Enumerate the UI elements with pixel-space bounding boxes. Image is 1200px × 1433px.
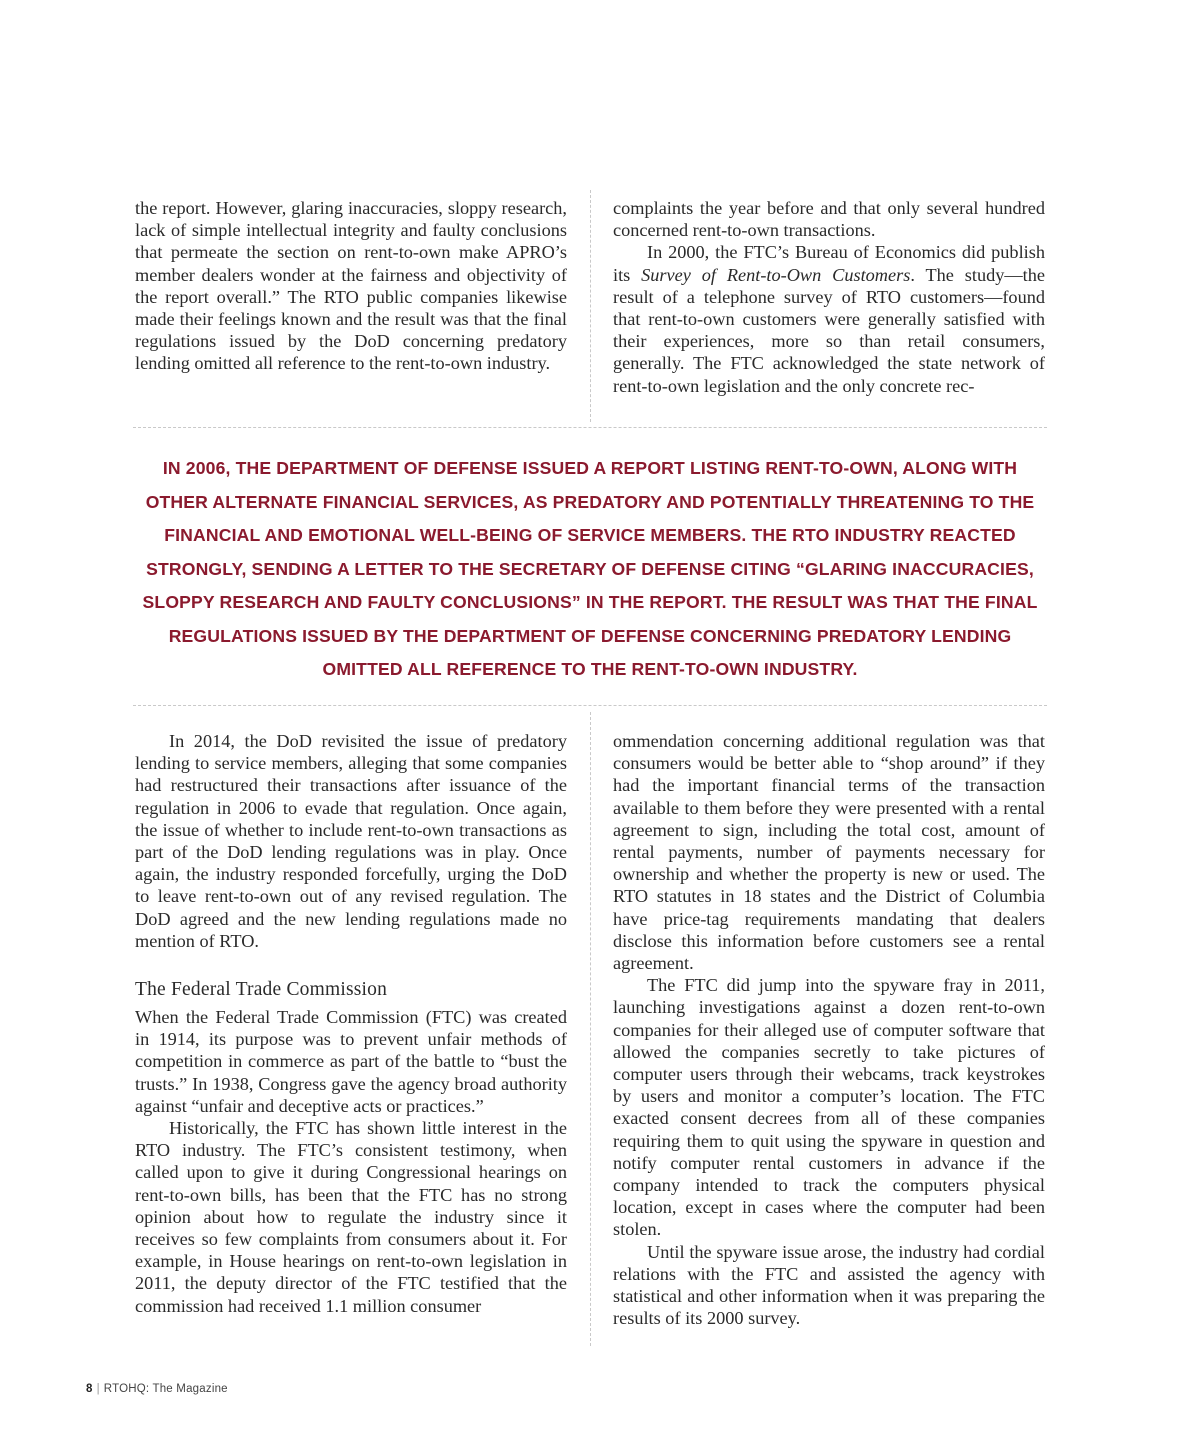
page-footer (86, 1383, 228, 1395)
footer-separator: | (96, 1383, 100, 1395)
survey-title: Survey of Rent-to-Own Customers (641, 264, 911, 285)
body-paragraph (613, 241, 1045, 396)
pull-quote: IN 2006, THE DEPARTMENT OF DEFENSE ISSUED A REPORT LISTING RENT-TO-OWN, ALONG WITH OTHER ALTERNATE FINANCIAL SERVICES, AS PREDATORY AND POTENTIALLY THREATENING TO THE FINANCIAL AND EMOTIONAL WELL-BEING OF SERVICE MEMBERS. THE RTO INDUSTRY REACTED STRONGLY, SENDING A LETTER TO THE SECRETARY OF DEFENSE CITING “GLARING INACCURACIES, SLOPPY RESEARCH AND FAULTY CONCLUSIONS” IN THE REPORT. THE RESULT WAS THAT THE FINAL REGULATIONS ISSUED BY THE DEPARTMENT OF DEFENSE CONCERNING PREDATORY LENDING OMITTED ALL REFERENCE TO THE RENT-TO-OWN INDUSTRY. (142, 458, 1038, 679)
body-paragraph: complaints the year before and that only several hundred concerned rent-to-own transactions. (613, 198, 1045, 241)
body-paragraph: In 2014, the DoD revisited the issue of predatory lending to service members, alleging that some companies had restructured their transactions after issuance of the regulation in 2006 to evade that regulation. Once again, the issue of whether to include rent-to-own transactions as part of the DoD lending regulations was in play. Once again, the industry responded forcefully, urging the DoD to leave rent-to-own out of any revised regulation. The DoD agreed and the new lending regulations made no mention of RTO. (135, 731, 567, 951)
top-right-column (613, 197, 1045, 397)
section-heading: The Federal Trade Commission (135, 979, 388, 1001)
pull-quote-rule-bottom (133, 705, 1047, 706)
bottom-right-column (613, 730, 1045, 1329)
pull-quote-rule-top (133, 427, 1047, 428)
body-paragraph: Historically, the FTC has shown little interest in the RTO industry. The FTC’s consistent testimony, when called upon to give it during Congressional hearings on rent-to-own bills, has been that the FTC has no strong opinion about how to regulate the industry since it receives so few complaints from consumers about it. For example, in House hearings on rent-to-own legislation in 2011, the deputy director of the FTC testified that the commission had received 1.1 million consumer (135, 1118, 567, 1316)
body-paragraph: When the Federal Trade Commission (FTC) was created in 1914, its purpose was to prevent unfair methods of competition in commerce as part of the battle to “bust the trusts.” In 1938, Congress gave the agency broad authority against “unfair and deceptive acts or practices.” (135, 1007, 567, 1116)
paragraph-text: In 2000, the FTC’s Bureau of Economics did publish its (613, 242, 1045, 285)
body-paragraph: the report. However, glaring inaccuracies, sloppy research, lack of simple intellectual integrity and faulty conclusions that permeate the section on rent-to-own make APRO’s member dealers wonder at the fairness and objectivity of the report overall.” The RTO public companies likewise made their feelings known and the result was that the final regulations issued by the DoD concerning predatory lending omitted all reference to the rent-to-own industry. (135, 198, 567, 374)
body-paragraph: Until the spyware issue arose, the industry had cordial relations with the FTC and assisted the agency with statistical and other information when it was preparing the results of its 2000 survey. (613, 1241, 1045, 1329)
publication-name: RTOHQ: The Magazine (103, 1383, 228, 1395)
page-number: 8 (86, 1383, 93, 1395)
top-left-column (135, 197, 567, 375)
bottom-left-column (135, 730, 567, 1317)
column-divider-top (590, 190, 591, 422)
body-paragraph: The FTC did jump into the spyware fray in 2011, launching investigations against a dozen rent-to-own companies for their alleged use of computer software that allowed the companies secretly to take pictures of computer users through their webcams, track keystrokes by users and monitor a computer’s location. The FTC exacted consent decrees from all of these companies requiring them to quit using the spyware in question and notify computer rental customers in advance if the company intended to track the computers physical location, except in cases where the computer had been stolen. (613, 975, 1045, 1240)
paragraph-text: . The study—the result of a telephone survey of RTO customers—found that rent-to-own customers were generally satisfied with their experiences, more so than retail consumers, generally. The FTC acknowledged the state network of rent-to-own legislation and the only concrete rec- (613, 264, 1045, 396)
body-paragraph: ommendation concerning additional regulation was that consumers would be better able to “shop around” if they had the important financial terms of the transaction available to them before they were presented with a rental agreement to sign, including the total cost, amount of rental payments, number of payments necessary for ownership and whether the property is new or used. The RTO statutes in 18 states and the District of Columbia have price-tag requirements mandating that dealers disclose this information before customers see a rental agreement. (613, 731, 1045, 974)
column-divider-bottom (590, 712, 591, 1346)
